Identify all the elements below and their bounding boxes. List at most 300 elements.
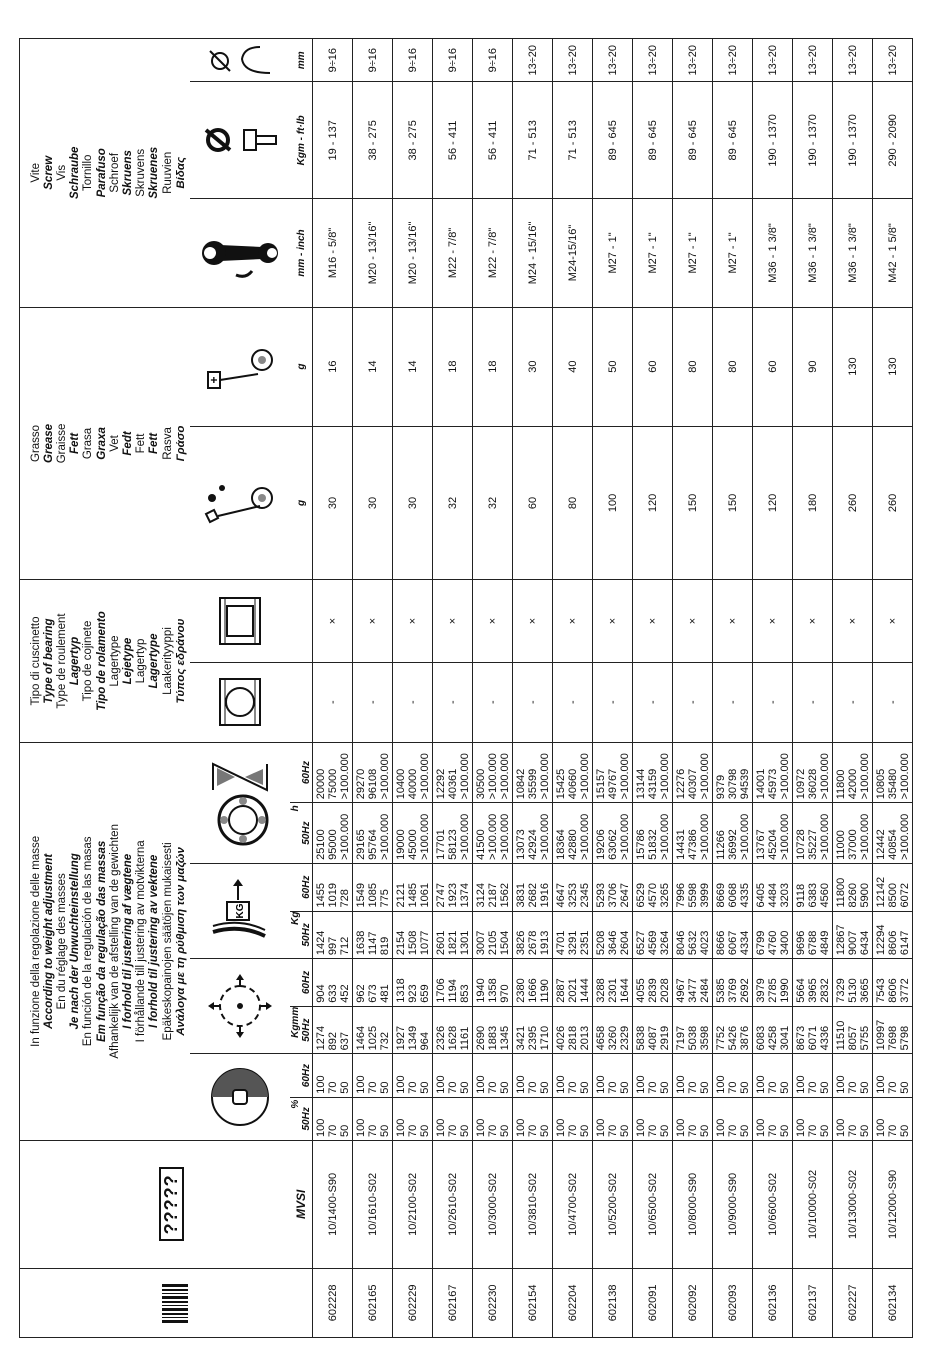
stacked-value: 2692 xyxy=(738,978,751,1003)
stacked-value: 2326 xyxy=(434,1025,447,1051)
stacked-value: 50 xyxy=(858,1081,871,1094)
stacked-value: 2380 xyxy=(514,978,527,1003)
stacked-value: >100.000 xyxy=(858,753,871,800)
stacked-value: 50 xyxy=(498,1124,511,1137)
stacked-value: 94539 xyxy=(738,768,751,800)
stacked-value: 2395 xyxy=(526,1025,539,1051)
screw-header xyxy=(20,39,191,308)
screw-size: M16 - 5/8" xyxy=(313,199,353,307)
hours-50hz xyxy=(793,803,833,864)
rotated-table-sheet xyxy=(19,38,911,1338)
stacked-value: >100.000 xyxy=(778,813,791,860)
unit-torque: Kgm - ft·lb xyxy=(290,82,313,199)
stacked-value: 10842 xyxy=(514,768,527,800)
hours-60hz xyxy=(393,742,433,803)
grease-gun-single-icon xyxy=(200,332,280,402)
stacked-value: >100.000 xyxy=(898,813,911,860)
screw-titles: Vite Screw Vis Schraube Tornillo Parafuso Schroef Skruens Skruvens Skruenes Ruuvien Βίδας xyxy=(29,146,187,199)
mvsi-header xyxy=(20,1141,191,1269)
kgmm-50hz xyxy=(873,1006,913,1054)
wrench-range: 9÷16 xyxy=(313,39,353,82)
roller-bearing-mark: × xyxy=(673,580,713,662)
percent-60hz xyxy=(553,1054,593,1097)
bolt-icon-cell xyxy=(190,82,290,199)
stacked-value: 7698 xyxy=(886,1025,899,1051)
kg-50hz xyxy=(793,911,833,959)
weight-adjustment-titles: In funzione della regolazione delle masse According to weight adjustment En du réglage des masses Je nach der Unwuchteinstellung En función de la regulación de las masas Em função da regulação das massas Afhankelijk van de afstelling van de gewichten I forhold til justering af vægtene I förhållande till justering av motvikterna I forhold til justering av vektene Epäkeskopainojen säätöjen mukaisesti Ανάλογα με τη ρύθμιση των μαζών xyxy=(29,824,187,1059)
stacked-value: 2345 xyxy=(578,883,591,908)
stacked-value: 40660 xyxy=(566,768,579,800)
stacked-value: 100 xyxy=(714,1075,727,1094)
unit-mvsi: MVSI xyxy=(290,1141,313,1269)
table-row xyxy=(633,39,673,1338)
stacked-value: 100 xyxy=(514,1075,527,1094)
stacked-value: 100 xyxy=(834,1118,847,1137)
percent-50hz xyxy=(713,1097,753,1140)
ball-bearing-mark: - xyxy=(753,662,793,742)
stacked-value: 30798 xyxy=(726,768,739,800)
stacked-value: 70 xyxy=(446,1124,459,1137)
wrench-range: 13÷20 xyxy=(713,39,753,82)
stacked-value: 2747 xyxy=(434,883,447,908)
stacked-value: 4647 xyxy=(554,883,567,908)
stacked-value: 8673 xyxy=(794,1025,807,1051)
product-code: 602093 xyxy=(713,1268,753,1337)
model-name: 10/6600-S02 xyxy=(753,1141,793,1269)
percent-60hz xyxy=(393,1054,433,1097)
stacked-value: 70 xyxy=(366,1124,379,1137)
screw-size: M27 - 1" xyxy=(633,199,673,307)
grease-second-amount: 130 xyxy=(873,307,913,426)
kgmm-60hz xyxy=(433,959,473,1007)
model-name: 10/1610-S02 xyxy=(353,1141,393,1269)
stacked-value: 95764 xyxy=(366,829,379,860)
grease-header xyxy=(20,307,191,580)
wrench-range: 9÷16 xyxy=(473,39,513,82)
stacked-value: 35480 xyxy=(886,768,899,800)
screw-size: M27 - 1" xyxy=(673,199,713,307)
stacked-value: 100 xyxy=(554,1075,567,1094)
stacked-value: 70 xyxy=(606,1081,619,1094)
stacked-value: 35599 xyxy=(526,768,539,800)
stacked-value: 8606 xyxy=(886,930,899,956)
stacked-value: 50 xyxy=(658,1081,671,1094)
kg-60hz xyxy=(313,863,353,911)
stacked-value: 1424 xyxy=(314,930,327,956)
unit-screw: mm - inch xyxy=(290,199,313,307)
stacked-value: 3876 xyxy=(738,1025,751,1051)
stacked-value: 4967 xyxy=(674,978,687,1003)
stacked-value: 49767 xyxy=(606,768,619,800)
stacked-value: 962 xyxy=(354,984,367,1003)
table-row xyxy=(473,39,513,1338)
stacked-value: >100.000 xyxy=(378,813,391,860)
stacked-value: 100 xyxy=(354,1075,367,1094)
model-name: 10/3000-S02 xyxy=(473,1141,513,1269)
table-row xyxy=(673,39,713,1338)
stacked-value: 40361 xyxy=(446,768,459,800)
stacked-value: >100.000 xyxy=(658,753,671,800)
stacked-value: 50 xyxy=(738,1081,751,1094)
stacked-value: 18364 xyxy=(554,829,567,860)
kgmm-50hz xyxy=(793,1006,833,1054)
grease-first-amount: 150 xyxy=(713,426,753,580)
svg-text:+: + xyxy=(207,376,221,384)
kgmm-icon-cell xyxy=(190,959,290,1054)
roller-bearing-mark: × xyxy=(593,580,633,662)
unit-range: mm xyxy=(290,39,313,82)
percent-50hz xyxy=(793,1097,833,1140)
kgmm-50hz xyxy=(753,1006,793,1054)
kgmm-60hz xyxy=(753,959,793,1007)
stacked-value: 14431 xyxy=(674,829,687,860)
kgmm-60hz xyxy=(553,959,593,1007)
stacked-value: 452 xyxy=(338,984,351,1003)
kg-60hz xyxy=(753,863,793,911)
stacked-value: 50 xyxy=(458,1124,471,1137)
hours-50hz xyxy=(473,803,513,864)
kgmm-50hz xyxy=(433,1006,473,1054)
stacked-value: 6072 xyxy=(898,883,911,908)
percent-50hz xyxy=(513,1097,553,1140)
stacked-value: 100 xyxy=(594,1118,607,1137)
stacked-value: 100 xyxy=(674,1118,687,1137)
kgmm-50hz xyxy=(593,1006,633,1054)
wrench-range: 13÷20 xyxy=(753,39,793,82)
wrench-range: 13÷20 xyxy=(673,39,713,82)
stacked-value: 3706 xyxy=(606,883,619,908)
stacked-value: 11000 xyxy=(834,830,847,860)
grease-second-amount: 60 xyxy=(633,307,673,426)
stacked-value: 70 xyxy=(406,1081,419,1094)
stacked-value: 1077 xyxy=(418,930,431,956)
hand-tighten-icon xyxy=(200,41,280,79)
stacked-value: 75000 xyxy=(326,768,339,800)
stacked-value: 2818 xyxy=(566,1025,579,1051)
hours-60hz xyxy=(513,742,553,803)
stacked-value: 5755 xyxy=(858,1025,871,1051)
stacked-value: 1444 xyxy=(578,978,591,1003)
wrench-range: 13÷20 xyxy=(873,39,913,82)
product-code: 602092 xyxy=(673,1268,713,1337)
model-name: 10/1400-S90 xyxy=(313,1141,353,1269)
kg-60hz xyxy=(633,863,673,911)
stacked-value: 775 xyxy=(378,889,391,908)
stacked-value: >100.000 xyxy=(458,753,471,800)
stacked-value: 2647 xyxy=(618,883,631,908)
stacked-value: 819 xyxy=(378,936,391,956)
stacked-value: 923 xyxy=(406,984,419,1003)
hand-icon-cell xyxy=(190,39,290,82)
stacked-value: 5208 xyxy=(594,930,607,956)
stacked-value: 36028 xyxy=(806,768,819,800)
stacked-value: 47386 xyxy=(686,829,699,860)
stacked-value: 5426 xyxy=(726,1025,739,1051)
table-row xyxy=(593,39,633,1338)
stacked-value: 40307 xyxy=(686,768,699,800)
stacked-value: 35227 xyxy=(806,829,819,860)
rotation-icon xyxy=(205,971,275,1041)
kg-60hz xyxy=(713,863,753,911)
ball-bearing-mark: - xyxy=(353,662,393,742)
stacked-value: 100 xyxy=(754,1118,767,1137)
stacked-value: 1913 xyxy=(538,930,551,956)
stacked-value: 2690 xyxy=(474,1025,487,1051)
grease-first-amount: 32 xyxy=(473,426,513,580)
stacked-value: 5598 xyxy=(686,883,699,908)
stacked-value: 2351 xyxy=(578,930,591,956)
roller-bearing-mark: × xyxy=(313,580,353,662)
stacked-value: 3421 xyxy=(514,1025,527,1051)
stacked-value: 6068 xyxy=(726,883,739,908)
screw-torque: 38 - 275 xyxy=(393,82,433,199)
stacked-value: 2028 xyxy=(658,978,671,1003)
stacked-value: 8666 xyxy=(714,930,727,956)
stacked-value: 1638 xyxy=(354,930,367,956)
stacked-value: 904 xyxy=(314,984,327,1003)
stacked-value: >100.000 xyxy=(578,753,591,800)
stacked-value: 11800 xyxy=(834,877,847,908)
kg-50hz xyxy=(713,911,753,959)
stacked-value: 5038 xyxy=(686,1025,699,1051)
stacked-value: 481 xyxy=(378,984,391,1003)
stacked-value: 15425 xyxy=(554,768,567,800)
stacked-value: 3769 xyxy=(726,978,739,1003)
stacked-value: 3007 xyxy=(474,930,487,956)
roller-bearing-mark: × xyxy=(473,580,513,662)
grease-second-amount: 18 xyxy=(433,307,473,426)
stacked-value: 7996 xyxy=(674,883,687,908)
grease-second-amount: 30 xyxy=(513,307,553,426)
percent-60hz xyxy=(513,1054,553,1097)
stacked-value: 1025 xyxy=(366,1025,379,1051)
stacked-value: 45000 xyxy=(406,829,419,860)
grease-second-amount: 14 xyxy=(393,307,433,426)
percent-60hz xyxy=(473,1054,513,1097)
stacked-value: 1562 xyxy=(498,883,511,908)
grease-first-icon-cell xyxy=(190,426,290,580)
kgmm-50hz xyxy=(833,1006,873,1054)
stacked-value: 58123 xyxy=(446,829,459,860)
grease-first-amount: 80 xyxy=(553,426,593,580)
stacked-value: 5838 xyxy=(634,1025,647,1051)
kgmm-50hz xyxy=(313,1006,353,1054)
stacked-value: 3124 xyxy=(474,883,487,908)
stacked-value: 13144 xyxy=(634,768,647,800)
svg-text:KG: KG xyxy=(235,903,246,919)
wrench-range: 13÷20 xyxy=(793,39,833,82)
stacked-value: 45204 xyxy=(766,829,779,860)
stacked-value: 29270 xyxy=(354,768,367,800)
roller-bearing-mark: × xyxy=(873,580,913,662)
kgmm-60hz xyxy=(393,959,433,1007)
stacked-value: 70 xyxy=(726,1124,739,1137)
stacked-value: >100.000 xyxy=(698,753,711,800)
product-code: 602227 xyxy=(833,1268,873,1337)
stacked-value: 2887 xyxy=(554,978,567,1003)
screw-torque: 89 - 645 xyxy=(633,82,673,199)
hours-60hz xyxy=(633,742,673,803)
screw-torque: 190 - 1370 xyxy=(753,82,793,199)
stacked-value: 2785 xyxy=(766,978,779,1003)
stacked-value: 100 xyxy=(514,1118,527,1137)
stacked-value: 12292 xyxy=(434,768,447,800)
hours-60hz xyxy=(713,742,753,803)
bolt-diameter-icon xyxy=(200,110,280,170)
stacked-value: 1345 xyxy=(498,1025,511,1051)
kgmm-60hz xyxy=(833,959,873,1007)
stacked-value: 1644 xyxy=(618,978,631,1003)
kgmm-50hz xyxy=(673,1006,713,1054)
stacked-value: 1990 xyxy=(778,978,791,1003)
stacked-value: 6071 xyxy=(806,1025,819,1051)
stacked-value: 11266 xyxy=(714,830,727,860)
stacked-value: 2601 xyxy=(434,930,447,956)
kg-50hz xyxy=(353,911,393,959)
unit-kg-50: Kg 50Hz xyxy=(290,911,313,959)
kg-50hz xyxy=(313,911,353,959)
stacked-value: 2682 xyxy=(526,883,539,908)
ball-bearing-mark: - xyxy=(833,662,873,742)
model-name: 10/8000-S90 xyxy=(673,1141,713,1269)
kg-50hz xyxy=(673,911,713,959)
grease-second-amount: 90 xyxy=(793,307,833,426)
stacked-value: 4701 xyxy=(554,930,567,956)
stacked-value: 50 xyxy=(618,1124,631,1137)
stacked-value: 8500 xyxy=(886,883,899,908)
stacked-value: 659 xyxy=(418,984,431,1003)
screw-torque: 89 - 645 xyxy=(713,82,753,199)
hours-60hz xyxy=(873,742,913,803)
stacked-value: 17701 xyxy=(434,829,447,860)
stacked-value: 1821 xyxy=(446,930,459,956)
stacked-value: 9696 xyxy=(794,930,807,956)
percent-60hz xyxy=(833,1054,873,1097)
roller-bearing-mark: × xyxy=(833,580,873,662)
wrench-icon-cell xyxy=(190,199,290,307)
kg-50hz xyxy=(833,911,873,959)
stacked-value: 13073 xyxy=(514,829,527,860)
kg-60hz xyxy=(793,863,833,911)
grease-second-amount: 18 xyxy=(473,307,513,426)
kg-50hz xyxy=(593,911,633,959)
stacked-value: 50 xyxy=(778,1081,791,1094)
stacked-value: 50 xyxy=(698,1081,711,1094)
stacked-value: 70 xyxy=(726,1081,739,1094)
stacked-value: 100 xyxy=(674,1075,687,1094)
stacked-value: 7197 xyxy=(674,1025,687,1051)
stacked-value: 70 xyxy=(486,1081,499,1094)
stacked-value: 6529 xyxy=(634,883,647,908)
stacked-value: 3203 xyxy=(778,883,791,908)
grease-first-amount: 30 xyxy=(313,426,353,580)
stacked-value: 3477 xyxy=(686,978,699,1003)
stacked-value: 5385 xyxy=(714,978,727,1003)
stacked-value: 50 xyxy=(618,1081,631,1094)
kg-60hz xyxy=(553,863,593,911)
stacked-value: 100 xyxy=(434,1075,447,1094)
model-name: 10/2100-S02 xyxy=(393,1141,433,1269)
kg-icon-cell xyxy=(190,863,290,958)
stacked-value: 1061 xyxy=(418,883,431,908)
stacked-value: 50 xyxy=(818,1081,831,1094)
stacked-value: 8260 xyxy=(846,883,859,908)
table-row xyxy=(873,39,913,1338)
percent-50hz xyxy=(753,1097,793,1140)
stacked-value: 70 xyxy=(566,1124,579,1137)
stacked-value: 4026 xyxy=(554,1025,567,1051)
stacked-value: 2013 xyxy=(578,1025,591,1051)
percent-icon-cell xyxy=(190,1054,290,1141)
ball-bearing-mark: - xyxy=(713,662,753,742)
bearing-life-icon xyxy=(205,758,275,848)
stacked-value: 10728 xyxy=(794,829,807,860)
stacked-value: 2832 xyxy=(818,978,831,1003)
stacked-value: >100.000 xyxy=(618,813,631,860)
screw-size: M24-15/16" xyxy=(553,199,593,307)
stacked-value: 50 xyxy=(898,1124,911,1137)
unit-pct-60: 60Hz xyxy=(290,1054,313,1097)
stacked-value: >100.000 xyxy=(458,813,471,860)
product-code: 602136 xyxy=(753,1268,793,1337)
stacked-value: >100.000 xyxy=(498,753,511,800)
grease-first-amount: 60 xyxy=(513,426,553,580)
stacked-value: 70 xyxy=(686,1124,699,1137)
stacked-value: 10805 xyxy=(874,768,887,800)
ball-bearing-mark: - xyxy=(633,662,673,742)
unit-grease-1: g xyxy=(290,426,313,580)
barcode-icon-cell xyxy=(190,1268,290,1337)
stacked-value: 20000 xyxy=(314,768,327,800)
kgmm-60hz xyxy=(633,959,673,1007)
kg-50hz xyxy=(553,911,593,959)
percent-50hz xyxy=(313,1097,353,1140)
kgmm-60hz xyxy=(313,959,353,1007)
stacked-value: >100.000 xyxy=(618,753,631,800)
product-code: 602154 xyxy=(513,1268,553,1337)
grease-second-icon-cell xyxy=(190,307,290,426)
stacked-value: 50 xyxy=(898,1081,911,1094)
screw-torque: 190 - 1370 xyxy=(793,82,833,199)
stacked-value: 2484 xyxy=(698,978,711,1003)
stacked-value: 637 xyxy=(338,1032,351,1051)
stacked-value: 2105 xyxy=(486,930,499,956)
stacked-value: 12294 xyxy=(874,924,887,956)
kg-60hz xyxy=(473,863,513,911)
stacked-value: 4560 xyxy=(818,883,831,908)
stacked-value: >100.000 xyxy=(778,753,791,800)
grease-second-amount: 16 xyxy=(313,307,353,426)
screw-torque: 56 - 411 xyxy=(473,82,513,199)
stacked-value: 712 xyxy=(338,936,351,956)
stacked-value: 50 xyxy=(378,1124,391,1137)
stacked-value: >100.000 xyxy=(418,813,431,860)
stacked-value: 70 xyxy=(686,1081,699,1094)
stacked-value: 2154 xyxy=(394,930,407,956)
stacked-value: 36992 xyxy=(726,829,739,860)
stacked-value: 41500 xyxy=(474,829,487,860)
percent-50hz xyxy=(873,1097,913,1140)
model-name: 10/12000-S90 xyxy=(873,1141,913,1269)
grease-first-amount: 30 xyxy=(393,426,433,580)
stacked-value: 100 xyxy=(354,1118,367,1137)
stacked-value: 50 xyxy=(458,1081,471,1094)
percent-60hz xyxy=(313,1054,353,1097)
roller-bearing-mark: × xyxy=(393,580,433,662)
hours-60hz xyxy=(553,742,593,803)
stacked-value: 4849 xyxy=(818,930,831,956)
screw-size: M24 - 15/16" xyxy=(513,199,553,307)
